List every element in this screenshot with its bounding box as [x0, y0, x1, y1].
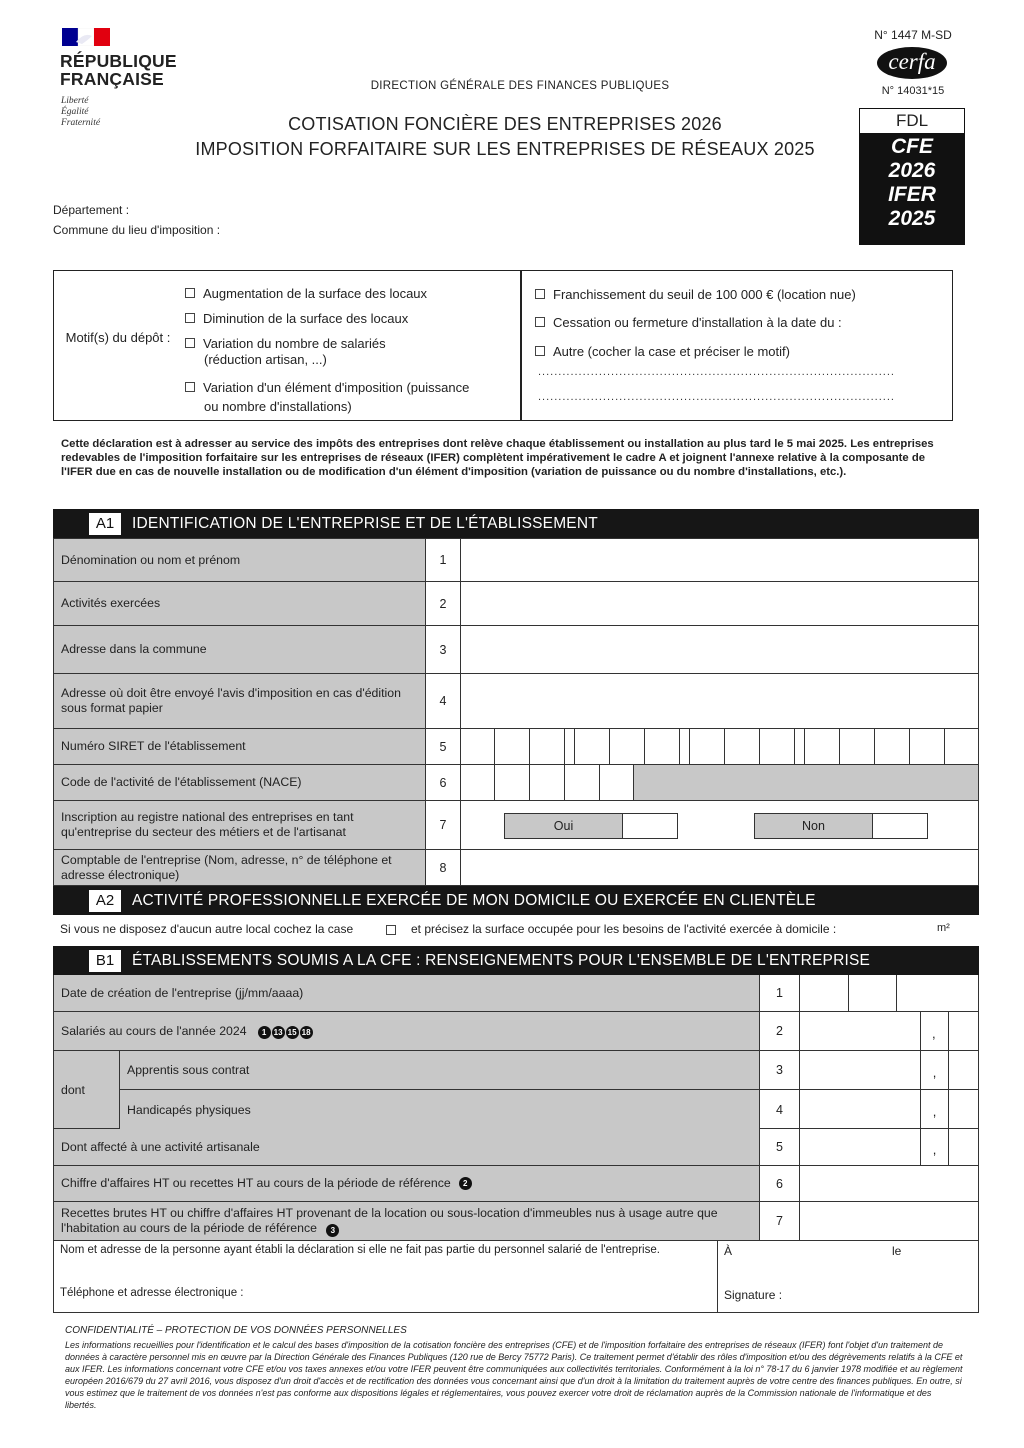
republique-francaise: [60, 52, 177, 88]
siret-gap: [795, 729, 805, 764]
decimal-field[interactable]: [949, 1012, 978, 1050]
title-line-2: IMPOSITION FORFAITAIRE SUR LES ENTREPRISES DE RÉSEAUX 2025: [195, 139, 815, 159]
row-label: Activités exercées: [54, 582, 426, 625]
b1-row-1: [53, 975, 979, 1012]
a1-row-1: [53, 538, 979, 582]
siret-digit[interactable]: [875, 729, 910, 764]
option-label: Cessation ou fermeture d'installation à la date du :: [553, 315, 842, 330]
section-code: B1: [89, 950, 121, 972]
label-text: Salariés au cours de l'année 2024: [61, 1023, 247, 1038]
nace-digit[interactable]: [600, 765, 634, 800]
checkbox[interactable]: [185, 382, 195, 392]
siret-digit[interactable]: [530, 729, 565, 764]
motif-option-surface-increase[interactable]: [185, 284, 427, 303]
yes-checkbox[interactable]: [622, 813, 678, 839]
section-title: IDENTIFICATION DE L'ENTREPRISE ET DE L'ÉTABLISSEMENT: [132, 515, 598, 532]
fdl-year-ifer: 2025: [888, 207, 936, 230]
siret-digit[interactable]: [575, 729, 610, 764]
nace-digit[interactable]: [461, 765, 495, 800]
label-text: Chiffre d'affaires HT ou recettes HT au cours de la période de référence: [61, 1176, 451, 1190]
republic-line-2: FRANÇAISE: [60, 69, 164, 89]
preparer-area[interactable]: [54, 1241, 718, 1312]
row-number: 6: [760, 1166, 800, 1201]
integer-field[interactable]: [800, 1012, 921, 1050]
motif-option-threshold[interactable]: [535, 285, 856, 304]
row-label: Adresse où doit être envoyé l'avis d'imposition en cas d'édition sous format papier: [54, 674, 426, 728]
row-number: 6: [426, 765, 461, 800]
section-a1-header: [53, 509, 979, 538]
preparer-label: Nom et adresse de la personne ayant établi la déclaration si elle ne fait pas partie du personnel salarié de l'entreprise.: [60, 1244, 660, 1256]
rental-income-field[interactable]: [800, 1202, 978, 1240]
confidentiality-title: CONFIDENTIALITÉ – PROTECTION DE VOS DONNÉES PERSONNELLES: [65, 1325, 407, 1336]
signature-block: [53, 1241, 979, 1313]
row-label: Adresse dans la commune: [54, 626, 426, 673]
a1-row-7-registre: [53, 801, 979, 850]
other-motif-line-2[interactable]: ........................................................................................: [538, 391, 895, 403]
checkbox[interactable]: [535, 317, 545, 327]
row-label-apprentis: Apprentis sous contrat: [120, 1051, 760, 1090]
a1-row-8-comptable: [53, 850, 979, 886]
integer-field[interactable]: [800, 1051, 921, 1090]
cerfa-logo: cerfa: [877, 47, 947, 79]
row-label: Date de création de l'entreprise (jj/mm/aaaa): [54, 975, 760, 1011]
month-field[interactable]: [849, 975, 897, 1011]
a2-text-before: Si vous ne disposez d'aucun autre local cochez la case: [60, 922, 354, 936]
note-1-icon: 1: [258, 1026, 271, 1039]
section-code: A2: [89, 890, 121, 912]
confidentiality-text: Les informations recueillies pour l'identification et le calcul des bases d'imposition de la cotisation foncière des entreprises (CFE) et de l'imposition forfaitaire des entreprises de réseaux (IFER) font l'objet d'un traitement de données à caractère personnel mis en œuvre par la Direction Générale des Finances Publiques (120 rue de Bercy 75772 Paris). Ce traitement permet d'établir des rôles d'imposition et/ou des dégrèvements relatifs à la CFE et aux IFER. Les informations concernant votre CFE et/ou vos taxes annexes et/ou votre IFER peuvent être communiquées aux collectivités territoriales. Conformément à la loi n° 78-17 du 6 janvier 1978 modifiée et au règlement européen 2016/679 du 27 avril 2016, vous disposez d'un droit d'accès et de rectification des données vous concernant ainsi que d'un droit à la limitation du traitement auprès de votre centre des finances publiques. En outre, si vous estimez que le traitement de vos données n'est pas conforme aux dispositions légales et réglementaires, vous pouvez exercer votre droit de réclamation auprès de la Commission nationale de l'informatique et des libertés.: [65, 1340, 963, 1410]
row-label: Dont affecté à une activité artisanale: [54, 1129, 760, 1165]
decimal-field[interactable]: [949, 1129, 978, 1165]
commune-label: Commune du lieu d'imposition :: [53, 223, 221, 237]
option-label: Variation d'un élément d'imposition (puissance: [203, 380, 470, 395]
place-label: À: [724, 1244, 733, 1258]
a2-text-after: et précisez la surface occupée pour les besoins de l'activité exercée à domicile :: [411, 922, 837, 936]
comma-cell: [921, 1012, 949, 1050]
label-text: Recettes brutes HT ou chiffre d'affaires HT provenant de la location ou sous-location d'immeubles nus à usage autre que l'habitation au cours de la période de référence: [61, 1206, 718, 1235]
note-15-icon: 15: [286, 1026, 299, 1039]
a1-row-6-nace: [53, 765, 979, 801]
note-18-icon: 18: [300, 1026, 313, 1039]
motto-liberte: Liberté: [61, 96, 89, 106]
section-title: ACTIVITÉ PROFESSIONNELLE EXERCÉE DE MON DOMICILE OU EXERCÉE EN CLIENTÈLE: [132, 892, 816, 909]
siret-digit[interactable]: [725, 729, 760, 764]
no-checkbox[interactable]: [872, 813, 928, 839]
nace-digit[interactable]: [495, 765, 530, 800]
option-label: Autre (cocher la case et préciser le motif): [553, 344, 790, 359]
siret-digit[interactable]: [495, 729, 530, 764]
no-label: Non: [754, 813, 873, 839]
row-number: 2: [426, 582, 461, 625]
motif-label: Motif(s) du dépôt :: [65, 330, 171, 345]
republic-line-1: RÉPUBLIQUE: [60, 51, 177, 71]
fdl-years: [860, 133, 964, 244]
note-refs: [257, 1023, 313, 1039]
dont-label: dont: [54, 1051, 120, 1128]
decimal-comma: ,: [921, 1129, 949, 1165]
signature-label: Signature :: [724, 1288, 783, 1302]
option-label: Diminution de la surface des locaux: [203, 311, 409, 326]
year-field[interactable]: [897, 975, 978, 1011]
row-number: 1: [426, 539, 461, 581]
a1-row-3: [53, 626, 979, 674]
a2-unit: m²: [937, 922, 950, 934]
row-number: 5: [426, 729, 461, 764]
note-2-icon: 2: [459, 1177, 472, 1190]
siret-gap: [565, 729, 575, 764]
row-number: 4: [760, 1090, 800, 1129]
title-line-1: COTISATION FONCIÈRE DES ENTREPRISES 2026: [288, 114, 722, 134]
fdl-cfe: CFE: [891, 135, 933, 158]
page-title: [160, 112, 850, 162]
option-label: Variation du nombre de salariés: [203, 336, 386, 351]
motif-option-other[interactable]: [535, 342, 790, 361]
row-label: Comptable de l'entreprise (Nom, adresse, n° de téléphone et adresse électronique): [54, 850, 426, 885]
motto: [61, 96, 100, 129]
a1-row-4: [53, 674, 979, 729]
note-13-icon: 13: [272, 1026, 285, 1039]
motif-option-employees-note: (réduction artisan, ...): [204, 352, 327, 367]
motto-fraternite: Fraternité: [61, 118, 101, 128]
departement-label: Département :: [53, 203, 130, 217]
decimal-field[interactable]: [949, 1090, 978, 1129]
row-number: 7: [760, 1202, 800, 1240]
row-label: Numéro SIRET de l'établissement: [54, 729, 426, 764]
motif-option-cessation[interactable]: [535, 313, 842, 332]
directorate: DIRECTION GÉNÉRALE DES FINANCES PUBLIQUES: [370, 80, 670, 92]
section-b1-header: [53, 946, 979, 975]
yes-label: Oui: [504, 813, 623, 839]
decimal-comma: ,: [932, 1026, 936, 1041]
nace-filler: [634, 765, 978, 800]
nace-digit[interactable]: [565, 765, 600, 800]
cerfa-number: N° 14031*15: [881, 85, 945, 97]
b1-dont-block: [53, 1051, 979, 1129]
row-label: Dénomination ou nom et prénom: [54, 539, 426, 581]
b1-row-6: [53, 1166, 979, 1202]
fdl-ifer: IFER: [888, 183, 936, 206]
row-number: 5: [760, 1129, 800, 1165]
row-label: [54, 1012, 760, 1050]
row-label: Code de l'activité de l'établissement (NACE): [54, 765, 426, 800]
intro-text: Cette déclaration est à adresser au service des impôts des entreprises dont relève chaque établissement ou installation au plus tard le 5 mai 2025. Les entreprises redevables de l'imposition forfaitaire sur les entreprises de réseaux (IFER) complètent impérativement le cadre A et joignent l'annexe relative à la composante de l'IFER due en cas de nouvelle installation ou de modification d'un élément d'imposition (variation de puissance ou du nombre d'installations, etc.).: [61, 438, 934, 478]
siret-digit[interactable]: [805, 729, 840, 764]
row-number: 1: [760, 975, 800, 1011]
fdl-label: FDL: [895, 111, 929, 130]
location-fields: [53, 200, 220, 240]
fdl-year-cfe: 2026: [888, 159, 936, 182]
phone-label: Téléphone et adresse électronique :: [60, 1287, 244, 1299]
day-field[interactable]: [800, 975, 849, 1011]
a1-row-5-siret: [53, 729, 979, 765]
row-label: [54, 1166, 760, 1201]
decimal-comma: ,: [921, 1090, 949, 1129]
motif-option-surface-decrease[interactable]: [185, 309, 408, 328]
siret-digit[interactable]: [760, 729, 795, 764]
section-title: ÉTABLISSEMENTS SOUMIS A LA CFE : RENSEIGNEMENTS POUR L'ENSEMBLE DE L'ENTREPRISE: [132, 952, 871, 969]
b1-row-7: [53, 1202, 979, 1241]
turnover-field[interactable]: [800, 1166, 978, 1201]
b1-row-5: [53, 1129, 979, 1166]
option-label: Franchissement du seuil de 100 000 € (location nue): [553, 287, 856, 302]
decimal-comma: ,: [921, 1051, 949, 1090]
date-label: le: [892, 1244, 902, 1258]
a2-surface-input[interactable]: [880, 919, 932, 939]
row-number: 7: [426, 801, 461, 849]
integer-field[interactable]: [800, 1129, 921, 1165]
checkbox[interactable]: [535, 346, 545, 356]
checkbox[interactable]: [185, 288, 195, 298]
siret-digit[interactable]: [910, 729, 945, 764]
option-label: Augmentation de la surface des locaux: [203, 286, 428, 301]
row-number: 2: [760, 1012, 800, 1050]
siret-digit[interactable]: [945, 729, 978, 764]
integer-field[interactable]: [800, 1090, 921, 1129]
motif-option-element-note: ou nombre d'installations): [204, 399, 352, 414]
motif-option-element[interactable]: [185, 378, 469, 397]
row-number: 3: [426, 626, 461, 673]
b1-row-2: [53, 1012, 979, 1051]
row-label: [54, 1202, 760, 1240]
row-label-handicapes: Handicapés physiques: [120, 1090, 760, 1129]
checkbox[interactable]: [535, 289, 545, 299]
fdl-box: [859, 108, 965, 245]
motif-divider: [520, 271, 522, 420]
siret-digit[interactable]: [840, 729, 875, 764]
row-number: 8: [426, 850, 461, 885]
row-number: 3: [760, 1051, 800, 1090]
section-a2-header: [53, 886, 979, 915]
other-motif-line-1[interactable]: ........................................................................................: [538, 366, 895, 378]
motto-egalite: Égalité: [61, 107, 89, 117]
checkbox[interactable]: [185, 338, 195, 348]
row-label: Inscription au registre national des entreprises en tant qu'entreprise du secteur des métiers et de l'artisanat: [54, 801, 426, 849]
form-number: N° 1447 M-SD: [874, 28, 952, 42]
a1-row-2: [53, 582, 979, 626]
row-number: 4: [426, 674, 461, 728]
siret-gap: [680, 729, 690, 764]
decimal-field[interactable]: [949, 1051, 978, 1090]
siret-digit[interactable]: [610, 729, 645, 764]
a2-checkbox[interactable]: [386, 925, 396, 935]
siret-digit[interactable]: [645, 729, 680, 764]
marianne-logo: [62, 28, 110, 46]
note-3-icon: 3: [326, 1224, 339, 1237]
checkbox[interactable]: [185, 313, 195, 323]
section-code: A1: [89, 513, 121, 535]
siret-digit[interactable]: [690, 729, 725, 764]
siret-digit[interactable]: [461, 729, 495, 764]
motif-box: [53, 270, 953, 421]
nace-digit[interactable]: [530, 765, 565, 800]
